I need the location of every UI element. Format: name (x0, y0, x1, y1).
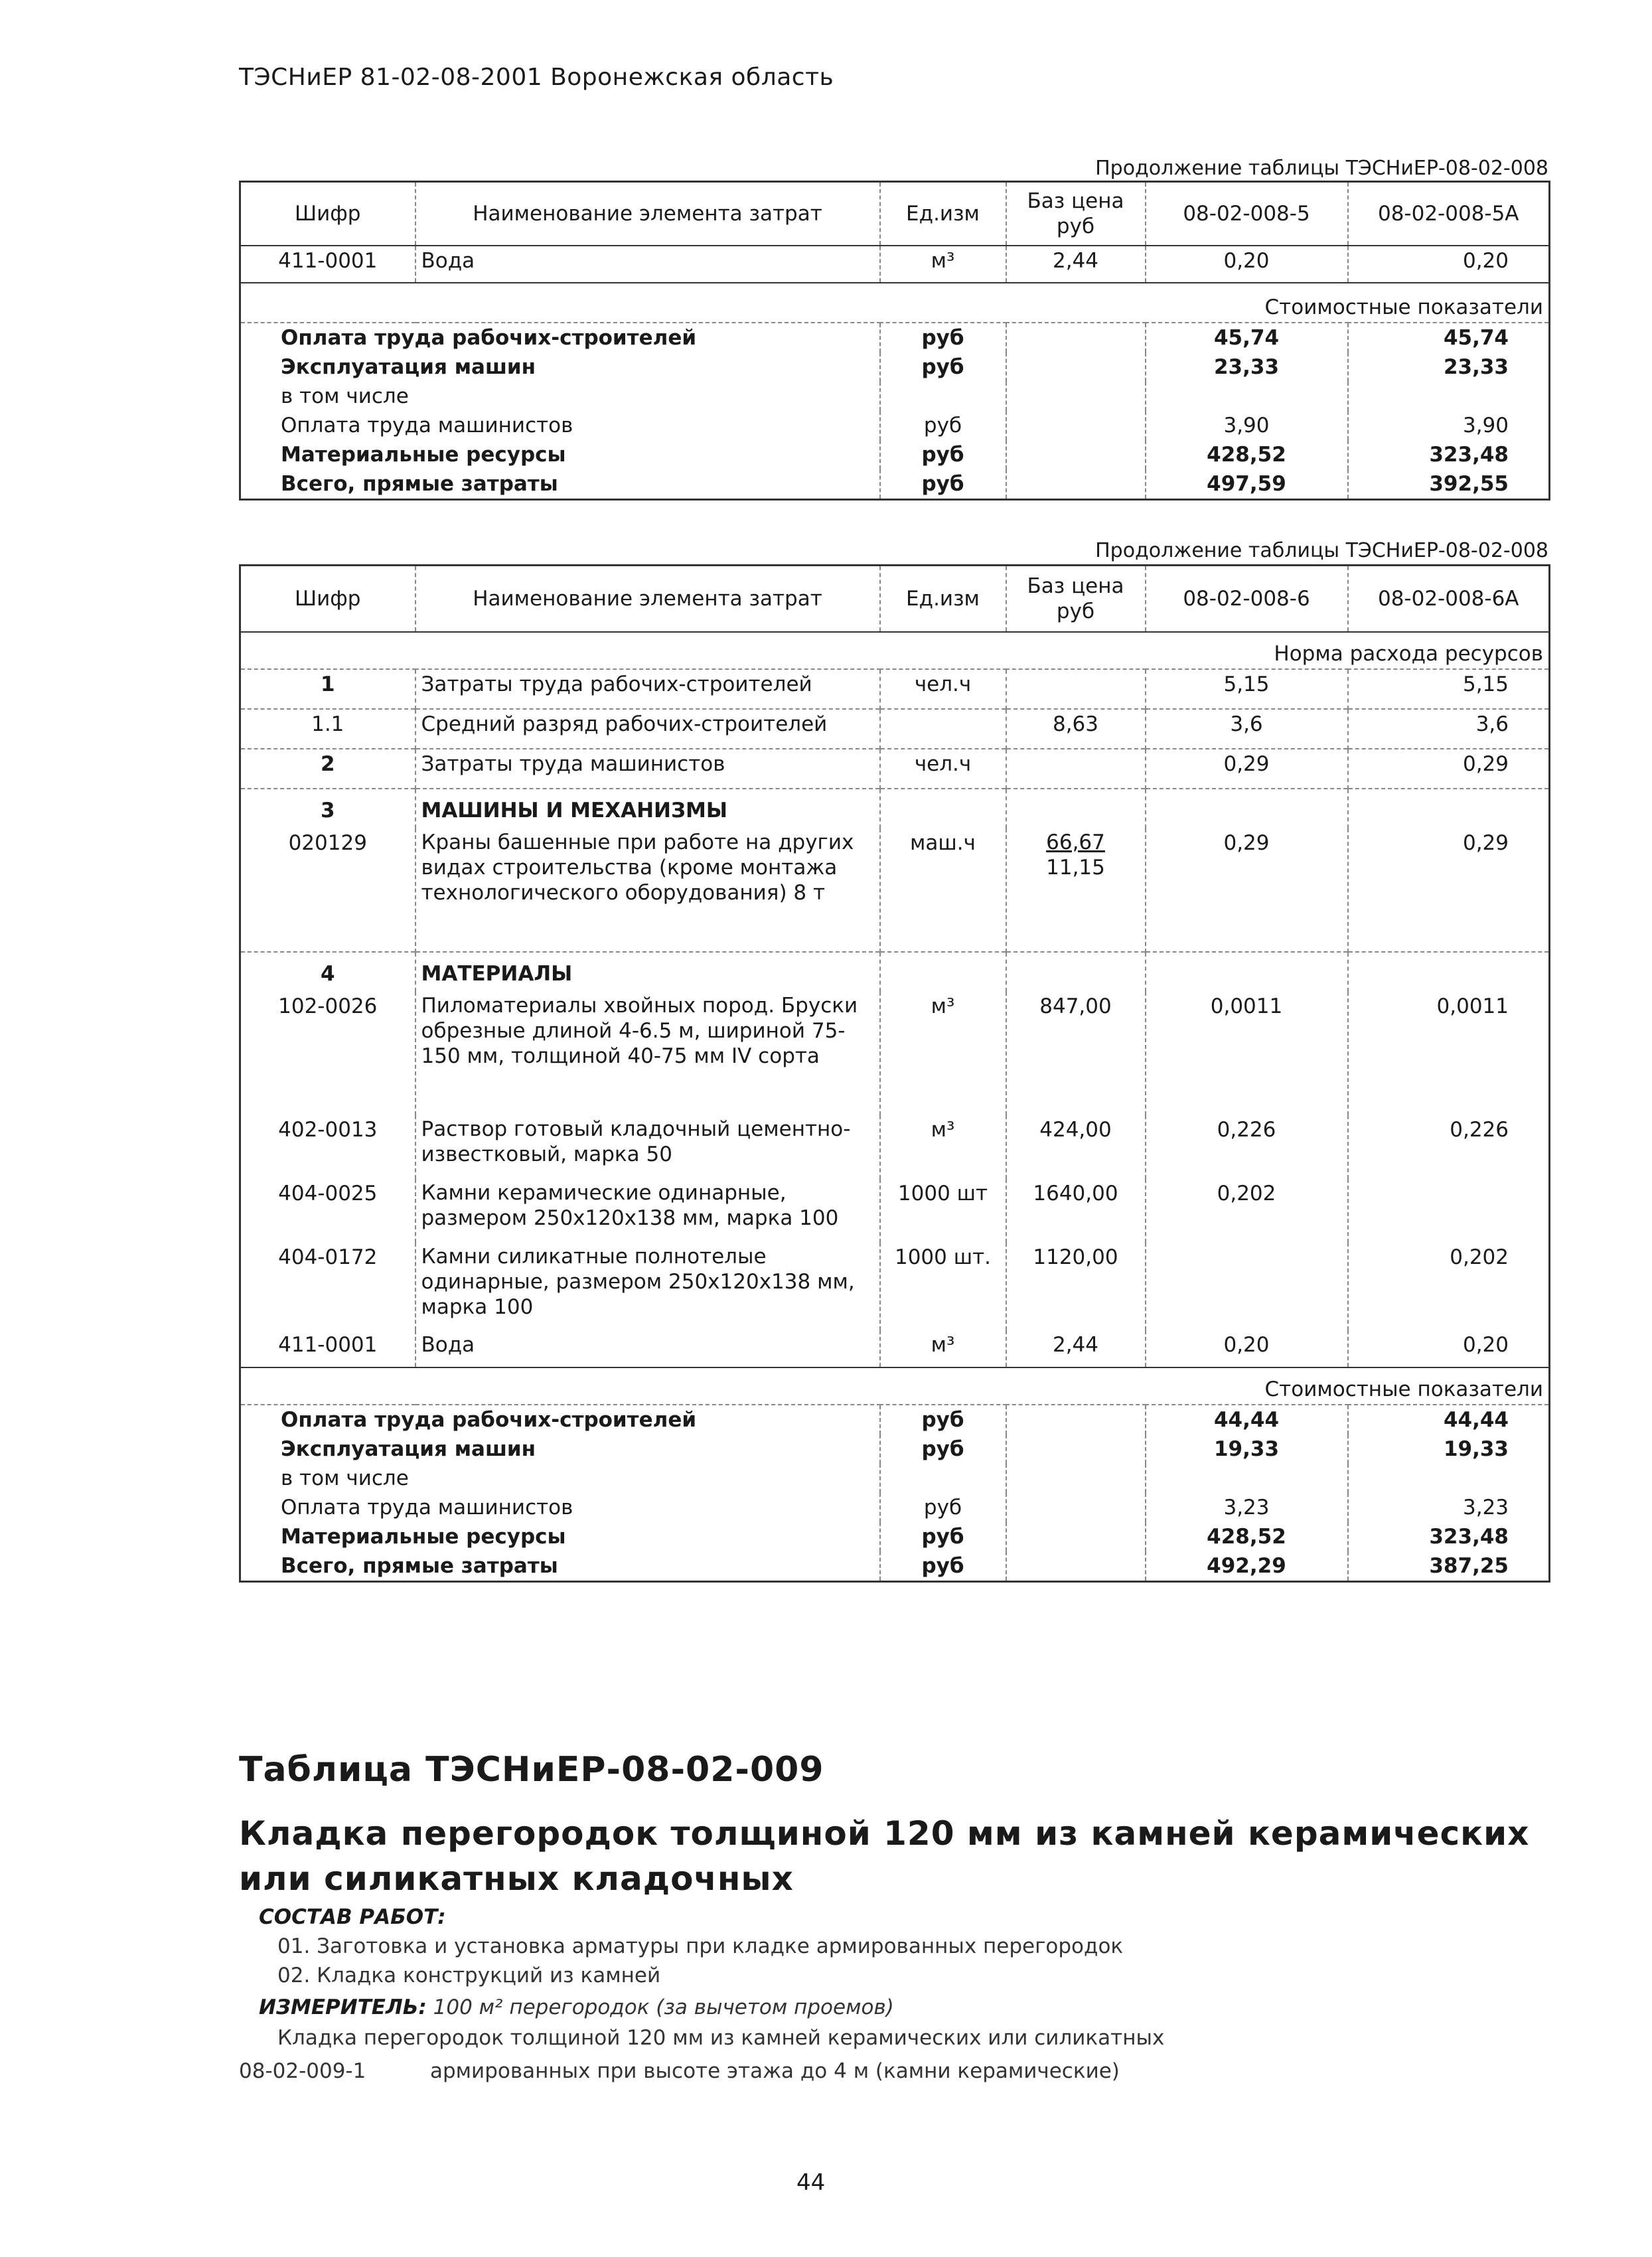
table-row: 411-0001 Вода м³ 2,44 0,20 0,20 (240, 1330, 1550, 1367)
table-row: 1 Затраты труда рабочих-строителей чел.ч 5,15 5,15 (240, 669, 1550, 709)
col-header-code: Шифр (240, 182, 415, 246)
col-header-name: Наименование элемента затрат (415, 182, 880, 246)
table-row: Материальные ресурсы руб 428,52 323,48 (240, 1522, 1550, 1551)
col-header-price: Баз цена руб (1006, 182, 1146, 246)
col-header-name: Наименование элемента затрат (415, 566, 880, 632)
work-item: 02. Кладка конструкций из камней (277, 1964, 661, 1987)
table-row: Всего, прямые затраты руб 497,59 392,55 (240, 469, 1550, 500)
crane-operator-wage: 11,15 (1046, 855, 1105, 880)
col-header-code: Шифр (240, 566, 415, 632)
section-description: Кладка перегородок толщиной 120 мм из камней керамических или силикатных (277, 2026, 1165, 2050)
table-row: Оплата труда рабочих-строителей руб 44,44 44,44 (240, 1405, 1550, 1435)
table-row: 3 МАШИНЫ И МЕХАНИЗМЫ (240, 789, 1550, 828)
work-item: 01. Заготовка и установка арматуры при кладке армированных перегородок (277, 1934, 1124, 1958)
col-header-unit: Ед.изм (880, 182, 1006, 246)
works-label: СОСТАВ РАБОТ: (259, 1905, 446, 1929)
table2 (239, 564, 1550, 1583)
table2-continuation: Продолжение таблицы ТЭСНиЕР-08-02-008 (1095, 539, 1548, 562)
table-row: 404-0025 Камни керамические одинарные, размером 250х120х138 мм, марка 100 1000 шт 1640,00 0,202 (240, 1179, 1550, 1243)
table-row: Оплата труда машинистов руб 3,90 3,90 (240, 411, 1550, 440)
band-cost-indicators: Стоимостные показатели (240, 283, 1550, 323)
section-subtitle: Кладка перегородок толщиной 120 мм из камней керамических или силикатных кладочных (239, 1814, 1530, 1898)
meter-line (259, 1995, 894, 2019)
table-row: 402-0013 Раствор готовый кладочный цементно-известковый, марка 50 м³ 424,00 0,226 0,226 (240, 1115, 1550, 1179)
col-header-v1: 08-02-008-5 (1146, 182, 1348, 246)
table-row: Оплата труда машинистов руб 3,23 3,23 (240, 1493, 1550, 1522)
item-text: армированных при высоте этажа до 4 м (камни керамические) (430, 2059, 1120, 2083)
table1-continuation: Продолжение таблицы ТЭСНиЕР-08-02-008 (1095, 157, 1548, 180)
table-row: 102-0026 Пиломатериалы хвойных пород. Бруски обрезные длиной 4-6.5 м, шириной 75-150 мм, толщиной 40-75 мм IV сорта м³ 847,00 0,0011 0,0011 (240, 992, 1550, 1115)
table-row: 1.1 Средний разряд рабочих-строителей 8,63 3,6 3,6 (240, 709, 1550, 749)
table-row: Эксплуатация машин руб 19,33 19,33 (240, 1435, 1550, 1464)
crane-price: 66,67 (1046, 830, 1105, 854)
table-row: 2 Затраты труда машинистов чел.ч 0,29 0,29 (240, 749, 1550, 789)
table-title: Таблица ТЭСНиЕР-08-02-009 (239, 1750, 824, 1790)
table-row: 411-0001 Вода м³ 2,44 0,20 0,20 (240, 246, 1550, 283)
band-resource-norms: Норма расхода ресурсов (240, 632, 1550, 669)
table-row: Материальные ресурсы руб 428,52 323,48 (240, 440, 1550, 469)
page-number: 44 (796, 2169, 826, 2196)
page-header: ТЭСНиЕР 81-02-08-2001 Воронежская область (239, 64, 834, 91)
col-header-v2: 08-02-008-5А (1377, 201, 1519, 226)
col-header-price: Баз цена руб (1006, 566, 1146, 632)
item-code: 08-02-009-1 (239, 2059, 366, 2083)
meter-label: ИЗМЕРИТЕЛЬ: (259, 1995, 427, 2019)
table-row: 4 МАТЕРИАЛЫ (240, 952, 1550, 992)
table-row: в том числе (240, 382, 1550, 411)
table1 (239, 181, 1550, 501)
col-header-v1: 08-02-008-6 (1146, 566, 1348, 632)
band-cost-indicators: Стоимостные показатели (240, 1367, 1550, 1405)
col-header-v2: 08-02-008-6А (1377, 586, 1519, 611)
table-row: в том числе (240, 1464, 1550, 1493)
meter-value: 100 м² перегородок (за вычетом проемов) (433, 1995, 894, 2019)
table-row: 020129 Краны башенные при работе на других видах строительства (кроме монтажа технологического оборудования) 8 т маш.ч 66,67 11,15 0,29 0,29 (240, 828, 1550, 952)
table-row: Всего, прямые затраты руб 492,29 387,25 (240, 1551, 1550, 1582)
col-header-unit: Ед.изм (880, 566, 1006, 632)
table-row: Оплата труда рабочих-строителей руб 45,74 45,74 (240, 323, 1550, 352)
table-row: Эксплуатация машин руб 23,33 23,33 (240, 352, 1550, 382)
table-row: 404-0172 Камни силикатные полнотелые одинарные, размером 250х120х138 мм, марка 100 1000 шт. 1120,00 0,202 (240, 1243, 1550, 1330)
